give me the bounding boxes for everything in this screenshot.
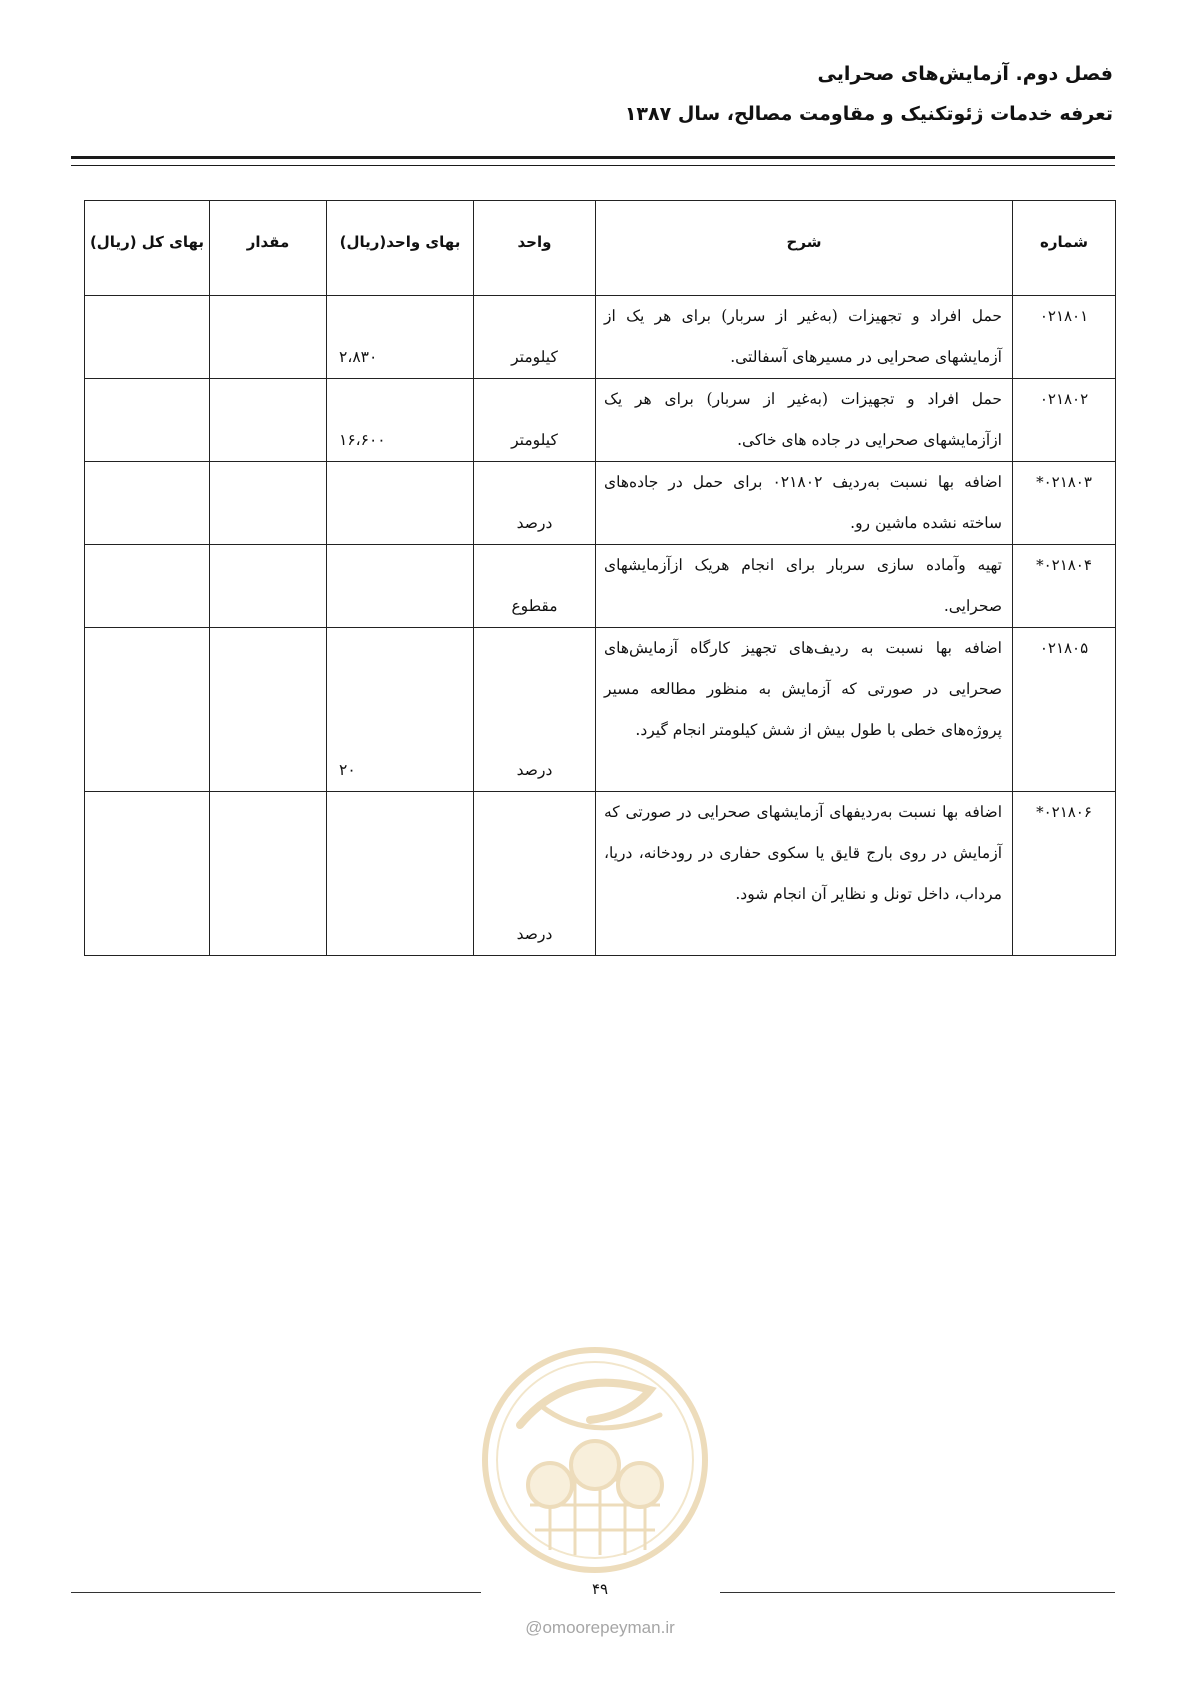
col-header-number: شماره — [1013, 201, 1116, 296]
watermark-seal-logo — [480, 1345, 710, 1575]
row-unit-price: ۲،۸۳۰ — [327, 296, 474, 379]
col-header-quantity: مقدار — [210, 201, 327, 296]
row-total-price — [85, 628, 210, 792]
table-header-row — [85, 201, 1116, 296]
row-total-price — [85, 792, 210, 956]
page-number: ۴۹ — [591, 1580, 609, 1598]
row-unit: درصد — [474, 792, 596, 956]
page-header — [73, 60, 1113, 140]
row-unit-price — [327, 792, 474, 956]
row-unit-price: ۲۰ — [327, 628, 474, 792]
row-quantity — [210, 792, 327, 956]
table-row — [85, 545, 1116, 628]
table-row — [85, 462, 1116, 545]
row-total-price — [85, 379, 210, 462]
table-row — [85, 628, 1116, 792]
col-header-unit: واحد — [474, 201, 596, 296]
col-header-total-price: بهای کل (ریال) — [85, 201, 210, 296]
row-unit: درصد — [474, 462, 596, 545]
footer-divider-right — [720, 1592, 1115, 1593]
row-quantity — [210, 628, 327, 792]
table-row — [85, 296, 1116, 379]
row-number: ۰۲۱۸۰۴* — [1013, 545, 1116, 628]
row-number: ۰۲۱۸۰۶* — [1013, 792, 1116, 956]
header-divider — [71, 156, 1115, 166]
row-description: اضافه بها نسبت به‌ردیف ۰۲۱۸۰۲ برای حمل در جاده‌های ساخته نشده ماشین رو. — [596, 462, 1013, 545]
row-description: تهیه وآماده سازی سربار برای انجام هریک ازآزمایشهای صحرایی. — [596, 545, 1013, 628]
row-quantity — [210, 296, 327, 379]
row-description: حمل افراد و تجهیزات (به‌غیر از سربار) برای هر یک از آزمایشهای صحرایی در مسیرهای آسفالتی. — [596, 296, 1013, 379]
row-number: ۰۲۱۸۰۳* — [1013, 462, 1116, 545]
col-header-description: شرح — [596, 201, 1013, 296]
row-quantity — [210, 379, 327, 462]
row-unit-price: ۱۶،۶۰۰ — [327, 379, 474, 462]
row-unit: کیلومتر — [474, 296, 596, 379]
row-number: ۰۲۱۸۰۲ — [1013, 379, 1116, 462]
price-table — [84, 200, 1116, 956]
row-description: اضافه بها نسبت به ردیف‌های تجهیز کارگاه آزمایش‌های صحرایی در صورتی که آزمایش به منظور مطالعه مسیر پروژه‌های خطی با طول بیش از شش کیلومتر انجام گیرد. — [596, 628, 1013, 792]
table-row — [85, 379, 1116, 462]
row-number: ۰۲۱۸۰۱ — [1013, 296, 1116, 379]
col-header-unit-price: بهای واحد(ریال) — [327, 201, 474, 296]
row-total-price — [85, 462, 210, 545]
footer-divider-left — [71, 1592, 481, 1593]
row-unit-price — [327, 545, 474, 628]
table-row — [85, 792, 1116, 956]
row-description: اضافه بها نسبت به‌ردیفهای آزمایشهای صحرایی در صورتی که آزمایش در روی بارج قایق یا سکوی حفاری در رودخانه، دریا، مرداب، داخل تونل و نظایر آن انجام شود. — [596, 792, 1013, 956]
row-description: حمل افراد و تجهیزات (به‌غیر از سربار) برای هر یک ازآزمایشهای صحرایی در جاده های خاکی. — [596, 379, 1013, 462]
row-total-price — [85, 296, 210, 379]
row-unit: کیلومتر — [474, 379, 596, 462]
row-unit: مقطوع — [474, 545, 596, 628]
row-quantity — [210, 462, 327, 545]
row-total-price — [85, 545, 210, 628]
watermark-site-text: @omoorepeyman.ir — [525, 1618, 675, 1637]
row-unit-price — [327, 462, 474, 545]
tariff-title: تعرفه خدمات ژئوتکنیک و مقاومت مصالح، سال ۱۳۸۷ — [624, 103, 1113, 125]
row-unit: درصد — [474, 628, 596, 792]
row-number: ۰۲۱۸۰۵ — [1013, 628, 1116, 792]
row-quantity — [210, 545, 327, 628]
chapter-title: فصل دوم. آزمایش‌های صحرایی — [817, 63, 1113, 85]
